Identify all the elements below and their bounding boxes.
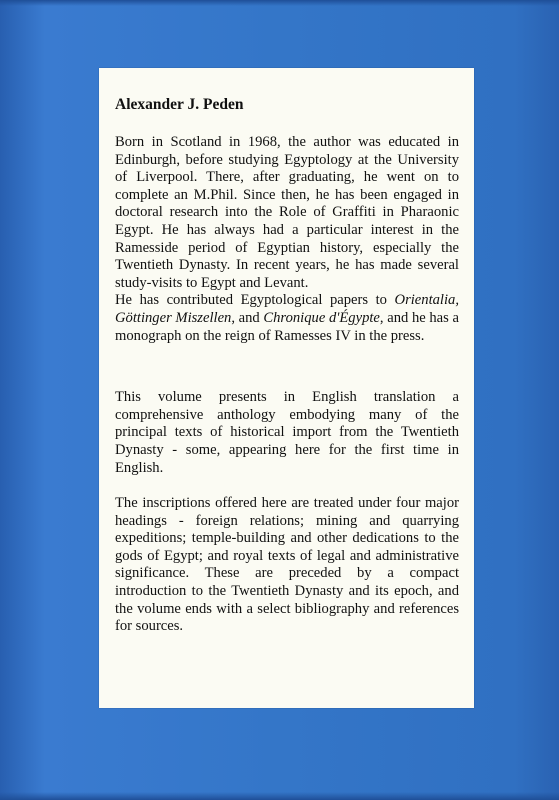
panel-content <box>115 96 459 636</box>
journal-chronique: Chronique d'Égypte <box>263 309 380 326</box>
cover-bottom-edge <box>0 792 559 800</box>
cover-top-edge <box>0 0 559 6</box>
inscriptions-description: The inscriptions offered here are treated under four major headings - foreign relations; mining and quarrying expeditions; temple-building and other dedications to the gods of Egypt; and royal texts of legal and administrative significance. These are preceded by a compact introduction to the Twentieth Dynasty and its epoch, and the volume ends with a select bibliography and references for sources. <box>115 495 459 635</box>
author-name: Alexander J. Peden <box>115 96 244 113</box>
journal-names: Orientalia, Göttinger Miszellen <box>115 292 459 326</box>
text-panel <box>99 68 474 708</box>
contrib-separator: , and <box>231 309 260 326</box>
volume-description: This volume presents in English translation a comprehensive anthology embodying many of the principal texts of historical import from the Twentieth Dynasty - some, appearing here for the first time in English. <box>115 389 459 476</box>
contrib-lead: He has contributed Egyptological papers to <box>115 292 387 309</box>
author-contributions <box>115 292 459 345</box>
author-bio: Born in Scotland in 1968, the author was educated in Edinburgh, before studying Egyptology at the University of Liverpool. There, after graduating, he went on to complete an M.Phil. Since then, he has been engaged in doctoral research into the Role of Graffiti in Pharaonic Egypt. He has always had a particular interest in the Ramesside period of Egyptian history, especially the Twentieth Dynasty. In recent years, he has made several study-visits to Egypt and Levant. <box>115 134 459 291</box>
contrib-tail: , and he has a monograph on the reign of Ramesses IV in the press. <box>115 309 459 344</box>
